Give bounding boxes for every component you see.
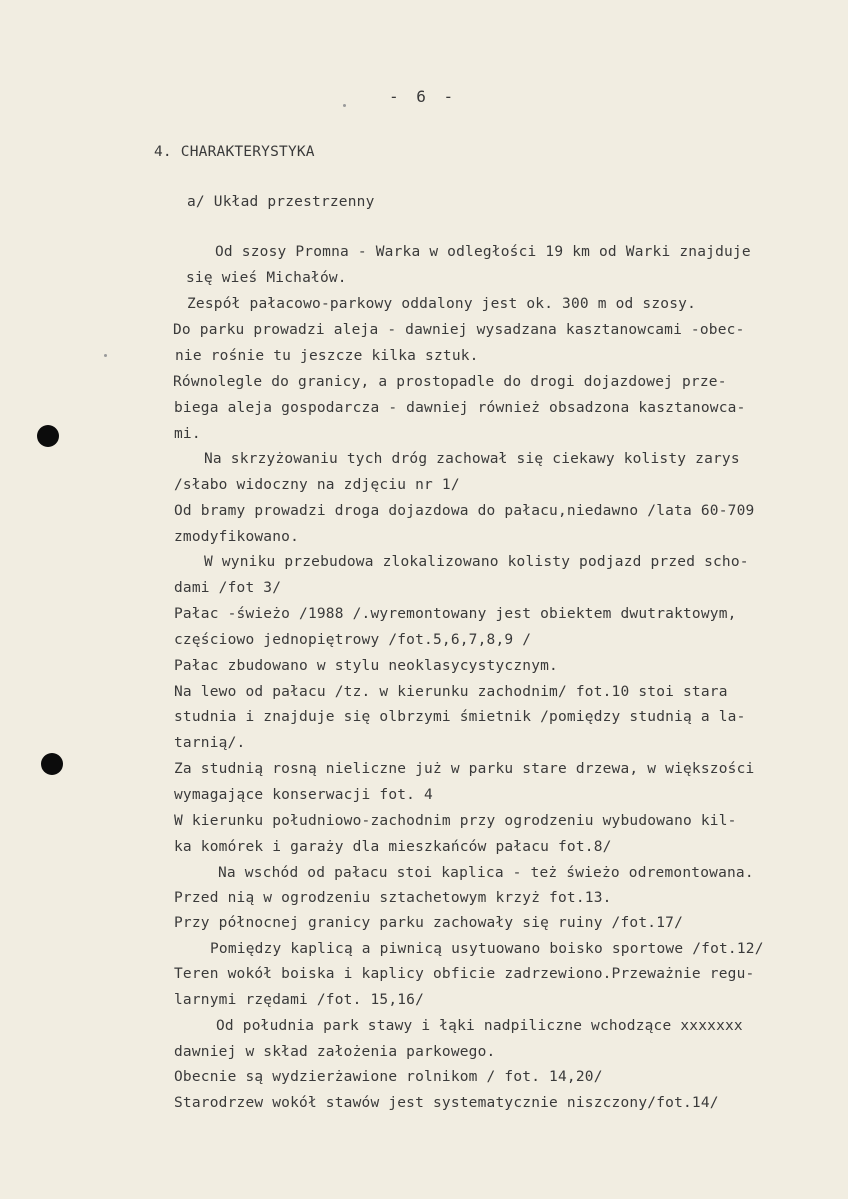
text-line: mi. bbox=[174, 426, 201, 442]
text-line: Na wschód od pałacu stoi kaplica - też świeżo odremontowana. bbox=[218, 865, 754, 881]
text-line: Na skrzyżowaniu tych dróg zachował się ciekawy kolisty zarys bbox=[204, 451, 740, 467]
section-heading: 4. CHARAKTERYSTYKA bbox=[154, 144, 315, 160]
text-line: ka komórek i garaży dla mieszkańców pałacu fot.8/ bbox=[174, 839, 612, 855]
text-line: Pałac -świeżo /1988 /.wyremontowany jest obiektem dwutraktowym, bbox=[174, 606, 737, 622]
text-line: wymagające konserwacji fot. 4 bbox=[174, 787, 433, 803]
page-number: - 6 - bbox=[389, 87, 458, 106]
text-line: W kierunku południowo-zachodnim przy ogrodzeniu wybudowano kil- bbox=[174, 813, 737, 829]
text-line: Pomiędzy kaplicą a piwnicą usytuowano boisko sportowe /fot.12/ bbox=[210, 941, 764, 957]
text-line: się wieś Michałów. bbox=[186, 270, 347, 286]
subsection-title: a/ Układ przestrzenny bbox=[187, 194, 375, 210]
text-line: Od bramy prowadzi droga dojazdowa do pałacu,niedawno /lata 60-709 bbox=[174, 503, 755, 519]
text-line: nie rośnie tu jeszcze kilka sztuk. bbox=[175, 348, 479, 364]
text-line: Od szosy Promna - Warka w odległości 19 km od Warki znajduje bbox=[215, 244, 751, 260]
text-line: tarnią/. bbox=[174, 735, 246, 751]
paper-speck bbox=[104, 354, 107, 357]
paper-speck bbox=[343, 104, 346, 107]
text-line: Za studnią rosną nieliczne już w parku stare drzewa, w większości bbox=[174, 761, 755, 777]
text-line: larnymi rzędami /fot. 15,16/ bbox=[174, 992, 425, 1008]
text-line: zmodyfikowano. bbox=[174, 529, 300, 545]
text-line: studnia i znajduje się olbrzymi śmietnik /pomiędzy studnią a la- bbox=[174, 709, 746, 725]
text-line: Pałac zbudowano w stylu neoklasycystycznym. bbox=[174, 658, 558, 674]
text-line: /słabo widoczny na zdjęciu nr 1/ bbox=[174, 477, 460, 493]
text-line: częściowo jednopiętrowy /fot.5,6,7,8,9 / bbox=[174, 632, 532, 648]
text-line: Do parku prowadzi aleja - dawniej wysadzana kasztanowcami -obec- bbox=[173, 322, 745, 338]
punch-hole-bottom bbox=[41, 753, 63, 775]
text-line: Teren wokół boiska i kaplicy obficie zadrzewiono.Przeważnie regu- bbox=[174, 966, 755, 982]
punch-hole-top bbox=[37, 425, 59, 447]
text-line: Starodrzew wokół stawów jest systematycznie niszczony/fot.14/ bbox=[174, 1095, 719, 1111]
text-line: Równolegle do granicy, a prostopadle do drogi dojazdowej prze- bbox=[173, 374, 727, 390]
text-line: Od południa park stawy i łąki nadpiliczne wchodzące xxxxxxx bbox=[216, 1018, 743, 1034]
text-line: W wyniku przebudowa zlokalizowano kolisty podjazd przed scho- bbox=[204, 554, 749, 570]
text-line: dami /fot 3/ bbox=[174, 580, 282, 596]
text-line: Przed nią w ogrodzeniu sztachetowym krzyż fot.13. bbox=[174, 890, 612, 906]
text-line: Zespół pałacowo-parkowy oddalony jest ok. 300 m od szosy. bbox=[187, 296, 696, 312]
text-line: Obecnie są wydzierżawione rolnikom / fot. 14,20/ bbox=[174, 1069, 603, 1085]
text-line: dawniej w skład założenia parkowego. bbox=[174, 1044, 496, 1060]
text-line: Na lewo od pałacu /tz. w kierunku zachodnim/ fot.10 stoi stara bbox=[174, 684, 728, 700]
text-line: biega aleja gospodarcza - dawniej również obsadzona kasztanowca- bbox=[174, 400, 746, 416]
text-line: Przy północnej granicy parku zachowały się ruiny /fot.17/ bbox=[174, 915, 683, 931]
